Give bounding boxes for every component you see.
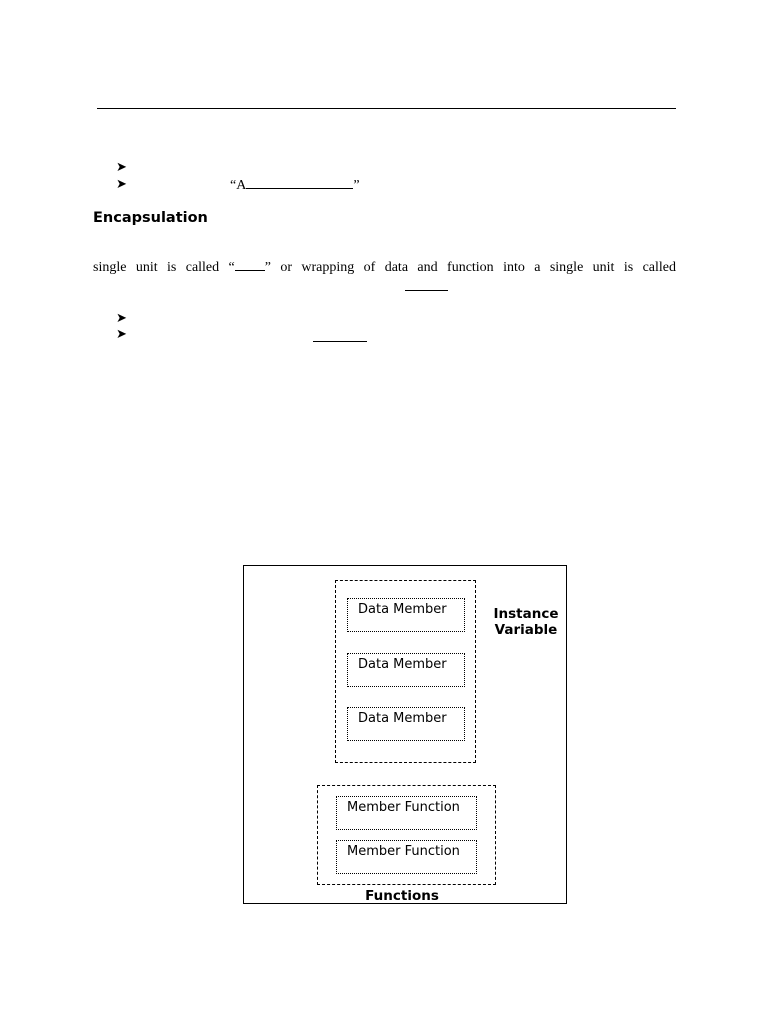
bullet-arrow-icon: ➤ [116,310,127,325]
data-member-box [347,598,465,632]
member-function-box [336,796,477,830]
fill-blank-line [405,290,448,291]
encapsulation-diagram [243,565,567,904]
quote-fill-blank [230,177,360,194]
member-function-box [336,840,477,874]
data-member-box [347,707,465,741]
bullet-arrow-icon: ➤ [116,326,127,341]
paragraph-text-2: ” or wrapping of data and function into a single unit is called [264,260,676,275]
member-function-label: Member Function [347,844,460,859]
quote-close-text: ” [353,178,360,193]
encapsulation-paragraph [93,259,676,276]
instance-variable-group [335,580,476,763]
instance-label-line-2: Variable [494,622,558,638]
instance-label-line-1: Instance [493,606,559,622]
header-rule [97,108,676,109]
quote-open-text: “A [230,178,247,193]
functions-group [317,785,496,885]
paragraph-text-1: single unit is called “ [93,260,235,275]
bullet-arrow-icon: ➤ [116,176,127,191]
instance-variable-label [490,606,562,638]
fill-blank-line [246,177,353,189]
data-member-box [347,653,465,687]
fill-blank-line [313,341,367,342]
functions-label: Functions [365,888,439,904]
member-function-label: Member Function [347,800,460,815]
fill-blank-line [235,259,265,271]
data-member-label: Data Member [358,602,447,617]
data-member-label: Data Member [358,657,447,672]
bullet-arrow-icon: ➤ [116,159,127,174]
data-member-label: Data Member [358,711,447,726]
section-heading: Encapsulation [93,210,208,226]
